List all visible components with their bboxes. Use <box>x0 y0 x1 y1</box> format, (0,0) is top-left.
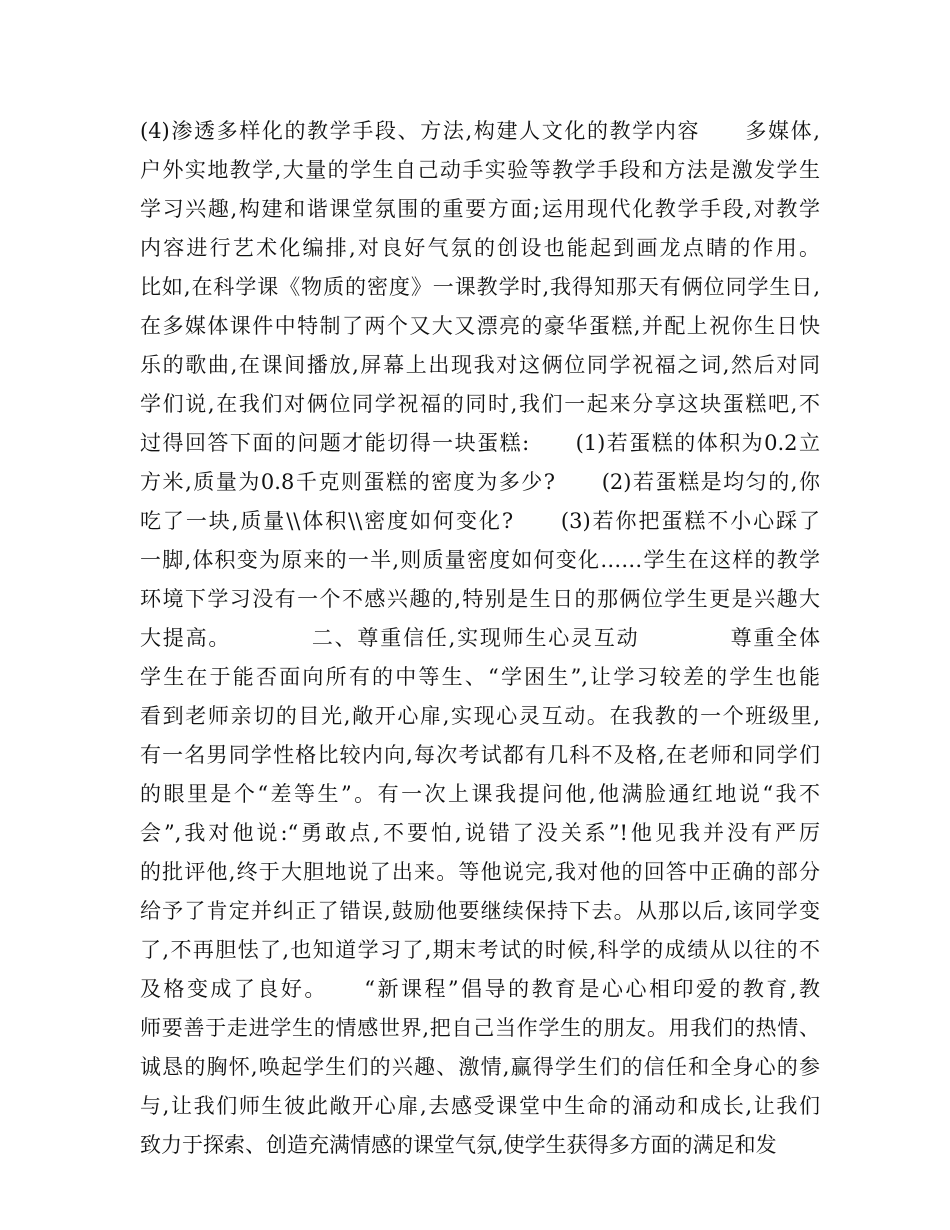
text-line: 师要善于走进学生的情感世界,把自己当作学生的朋友。用我们的热情、 <box>140 1016 820 1040</box>
text-line: 环境下学习没有一个不感兴趣的,特别是生日的那俩位学生更是兴趣大 <box>140 587 820 611</box>
text-line: 有一名男同学性格比较内向,每次考试都有几科不及格,在老师和同学们 <box>140 743 820 767</box>
text-line: 一脚,体积变为原来的一半,则质量密度如何变化……学生在这样的教学 <box>140 548 820 572</box>
text-line: 大提高。 二、尊重信任,实现师生心灵互动 尊重全体 <box>140 626 820 650</box>
text-line: 致力于探索、创造充满情感的课堂气氛,使学生获得多方面的满足和发 <box>140 1133 777 1157</box>
text-line: 与,让我们师生彼此敞开心扉,去感受课堂中生命的涌动和成长,让我们 <box>140 1094 820 1118</box>
text-line: 的眼里是个“差等生”。有一次上课我提问他,他满脸通红地说“我不 <box>140 782 820 806</box>
body-text <box>140 112 820 1165</box>
text-line: 过得回答下面的问题才能切得一块蛋糕: (1)若蛋糕的体积为0.2立 <box>140 431 820 455</box>
text-line: 及格变成了良好。 “新课程”倡导的教育是心心相印爱的教育,教 <box>140 977 820 1001</box>
text-line: 在多媒体课件中特制了两个又大又漂亮的豪华蛋糕,并配上祝你生日快 <box>140 314 820 338</box>
text-line: 了,不再胆怯了,也知道学习了,期末考试的时候,科学的成绩从以往的不 <box>140 938 820 962</box>
text-line: 吃了一块,质量\\体积\\密度如何变化? (3)若你把蛋糕不小心踩了 <box>140 509 820 533</box>
text-line: 比如,在科学课《物质的密度》一课教学时,我得知那天有俩位同学生日, <box>140 275 820 299</box>
text-line: 学生在于能否面向所有的中等生、“学困生”,让学习较差的学生也能 <box>140 665 820 689</box>
text-line: (4)渗透多样化的教学手段、方法,构建人文化的教学内容 多媒体, <box>140 119 820 143</box>
text-line: 内容进行艺术化编排,对良好气氛的创设也能起到画龙点睛的作用。 <box>140 236 820 260</box>
text-line: 户外实地教学,大量的学生自己动手实验等教学手段和方法是激发学生 <box>140 158 820 182</box>
text-line: 方米,质量为0.8千克则蛋糕的密度为多少? (2)若蛋糕是均匀的,你 <box>140 470 820 494</box>
text-line: 会”,我对他说:“勇敢点,不要怕,说错了没关系”!他见我并没有严厉 <box>140 821 820 845</box>
text-line: 诚恳的胸怀,唤起学生们的兴趣、激情,赢得学生们的信任和全身心的参 <box>140 1055 820 1079</box>
text-line: 给予了肯定并纠正了错误,鼓励他要继续保持下去。从那以后,该同学变 <box>140 899 820 923</box>
text-line: 的批评他,终于大胆地说了出来。等他说完,我对他的回答中正确的部分 <box>140 860 820 884</box>
text-line: 乐的歌曲,在课间播放,屏幕上出现我对这俩位同学祝福之词,然后对同 <box>140 353 820 377</box>
text-line: 看到老师亲切的目光,敞开心扉,实现心灵互动。在我教的一个班级里, <box>140 704 820 728</box>
text-line: 学们说,在我们对俩位同学祝福的同时,我们一起来分享这块蛋糕吧,不 <box>140 392 820 416</box>
text-line: 学习兴趣,构建和谐课堂氛围的重要方面;运用现代化教学手段,对教学 <box>140 197 820 221</box>
